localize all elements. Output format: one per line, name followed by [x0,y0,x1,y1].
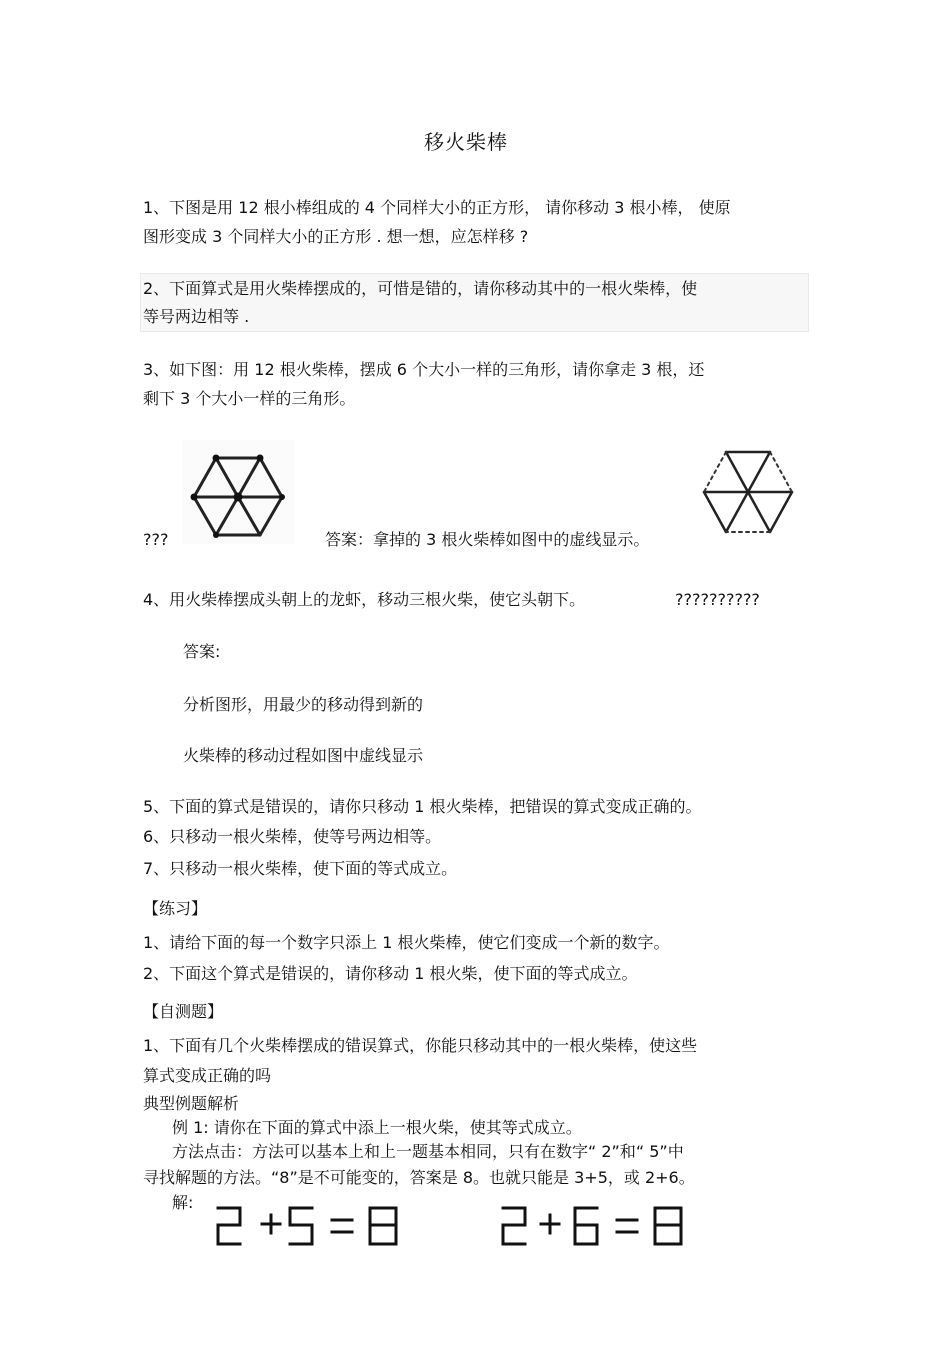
practice-heading: 【练习】 [143,899,208,918]
q7: 7、只移动一根火柴棒，使下面的等式成立。 [143,859,458,878]
q4-answer-label: 答案: [183,642,221,661]
selftest-item-1-line1: 1、下面有几个火柴棒摆成的错误算式，你能只移动其中的一根火柴棒，使这些 [143,1036,698,1055]
example-1: 例 1: 请你在下面的算式中添上一根火柴，使其等式成立。 [172,1118,582,1137]
hexagon-answer-figure [690,440,806,546]
q3-answer: 答案：拿掉的 3 根火柴棒如图中的虚线显示。 [325,530,650,549]
q2-line1: 2、下面算式是用火柴棒摆成的，可惜是错的，请你移动其中的一根火柴棒，使 [143,279,698,298]
method-line2: 寻找解题的方法。“8”是不可能变的，答案是 8。也就只能是 3+5，或 2+6。 [143,1168,695,1187]
q3-placeholder: ??? [143,530,169,549]
practice-item-2: 2、下面这个算式是错误的，请你移动 1 根火柴，使下面的等式成立。 [143,964,638,983]
q1-line1: 1、下图是用 12 根小棒组成的 4 个同样大小的正方形， 请你移动 3 根小棒， 使原 [143,198,731,217]
solution-label: 解: [172,1193,194,1212]
q3-line1: 3、如下图：用 12 根火柴棒，摆成 6 个大小一样的三角形，请你拿走 3 根，还 [143,360,705,379]
selftest-item-1-line2: 算式变成正确的吗 [143,1066,272,1085]
q6: 6、只移动一根火柴棒，使等号两边相等。 [143,827,442,846]
q4-line1: 4、用火柴棒摆成头朝上的龙虾，移动三根火柴，使它头朝下。 [143,590,586,609]
selftest-heading: 【自测题】 [143,1002,224,1021]
page-title: 移火柴棒 [424,130,508,154]
practice-item-1: 1、请给下面的每一个数字只添上 1 根火柴棒，使它们变成一个新的数字。 [143,933,670,952]
q2-line2: 等号两边相等 . [143,307,250,326]
q4-answer-line1: 分析图形，用最少的移动得到新的 [183,695,424,714]
q5: 5、下面的算式是错误的，请你只移动 1 根火柴棒，把错误的算式变成正确的。 [143,797,702,816]
method-line1: 方法点击：方法可以基本上和上一题基本相同，只有在数字“ 2”和“ 5”中 [172,1142,684,1161]
q4-answer-line2: 火柴棒的移动过程如图中虚线显示 [183,746,424,765]
matchstick-equation-2 [495,1200,695,1252]
q1-line2: 图形变成 3 个同样大小的正方形 . 想一想，应怎样移 ? [143,227,529,246]
example-heading: 典型例题解析 [143,1094,240,1113]
q3-line2: 剩下 3 个大小一样的三角形。 [143,389,356,408]
q4-placeholder: ?????????? [675,590,760,609]
hexagon-matchstick-figure [182,440,294,544]
matchstick-equation-1 [210,1200,410,1252]
